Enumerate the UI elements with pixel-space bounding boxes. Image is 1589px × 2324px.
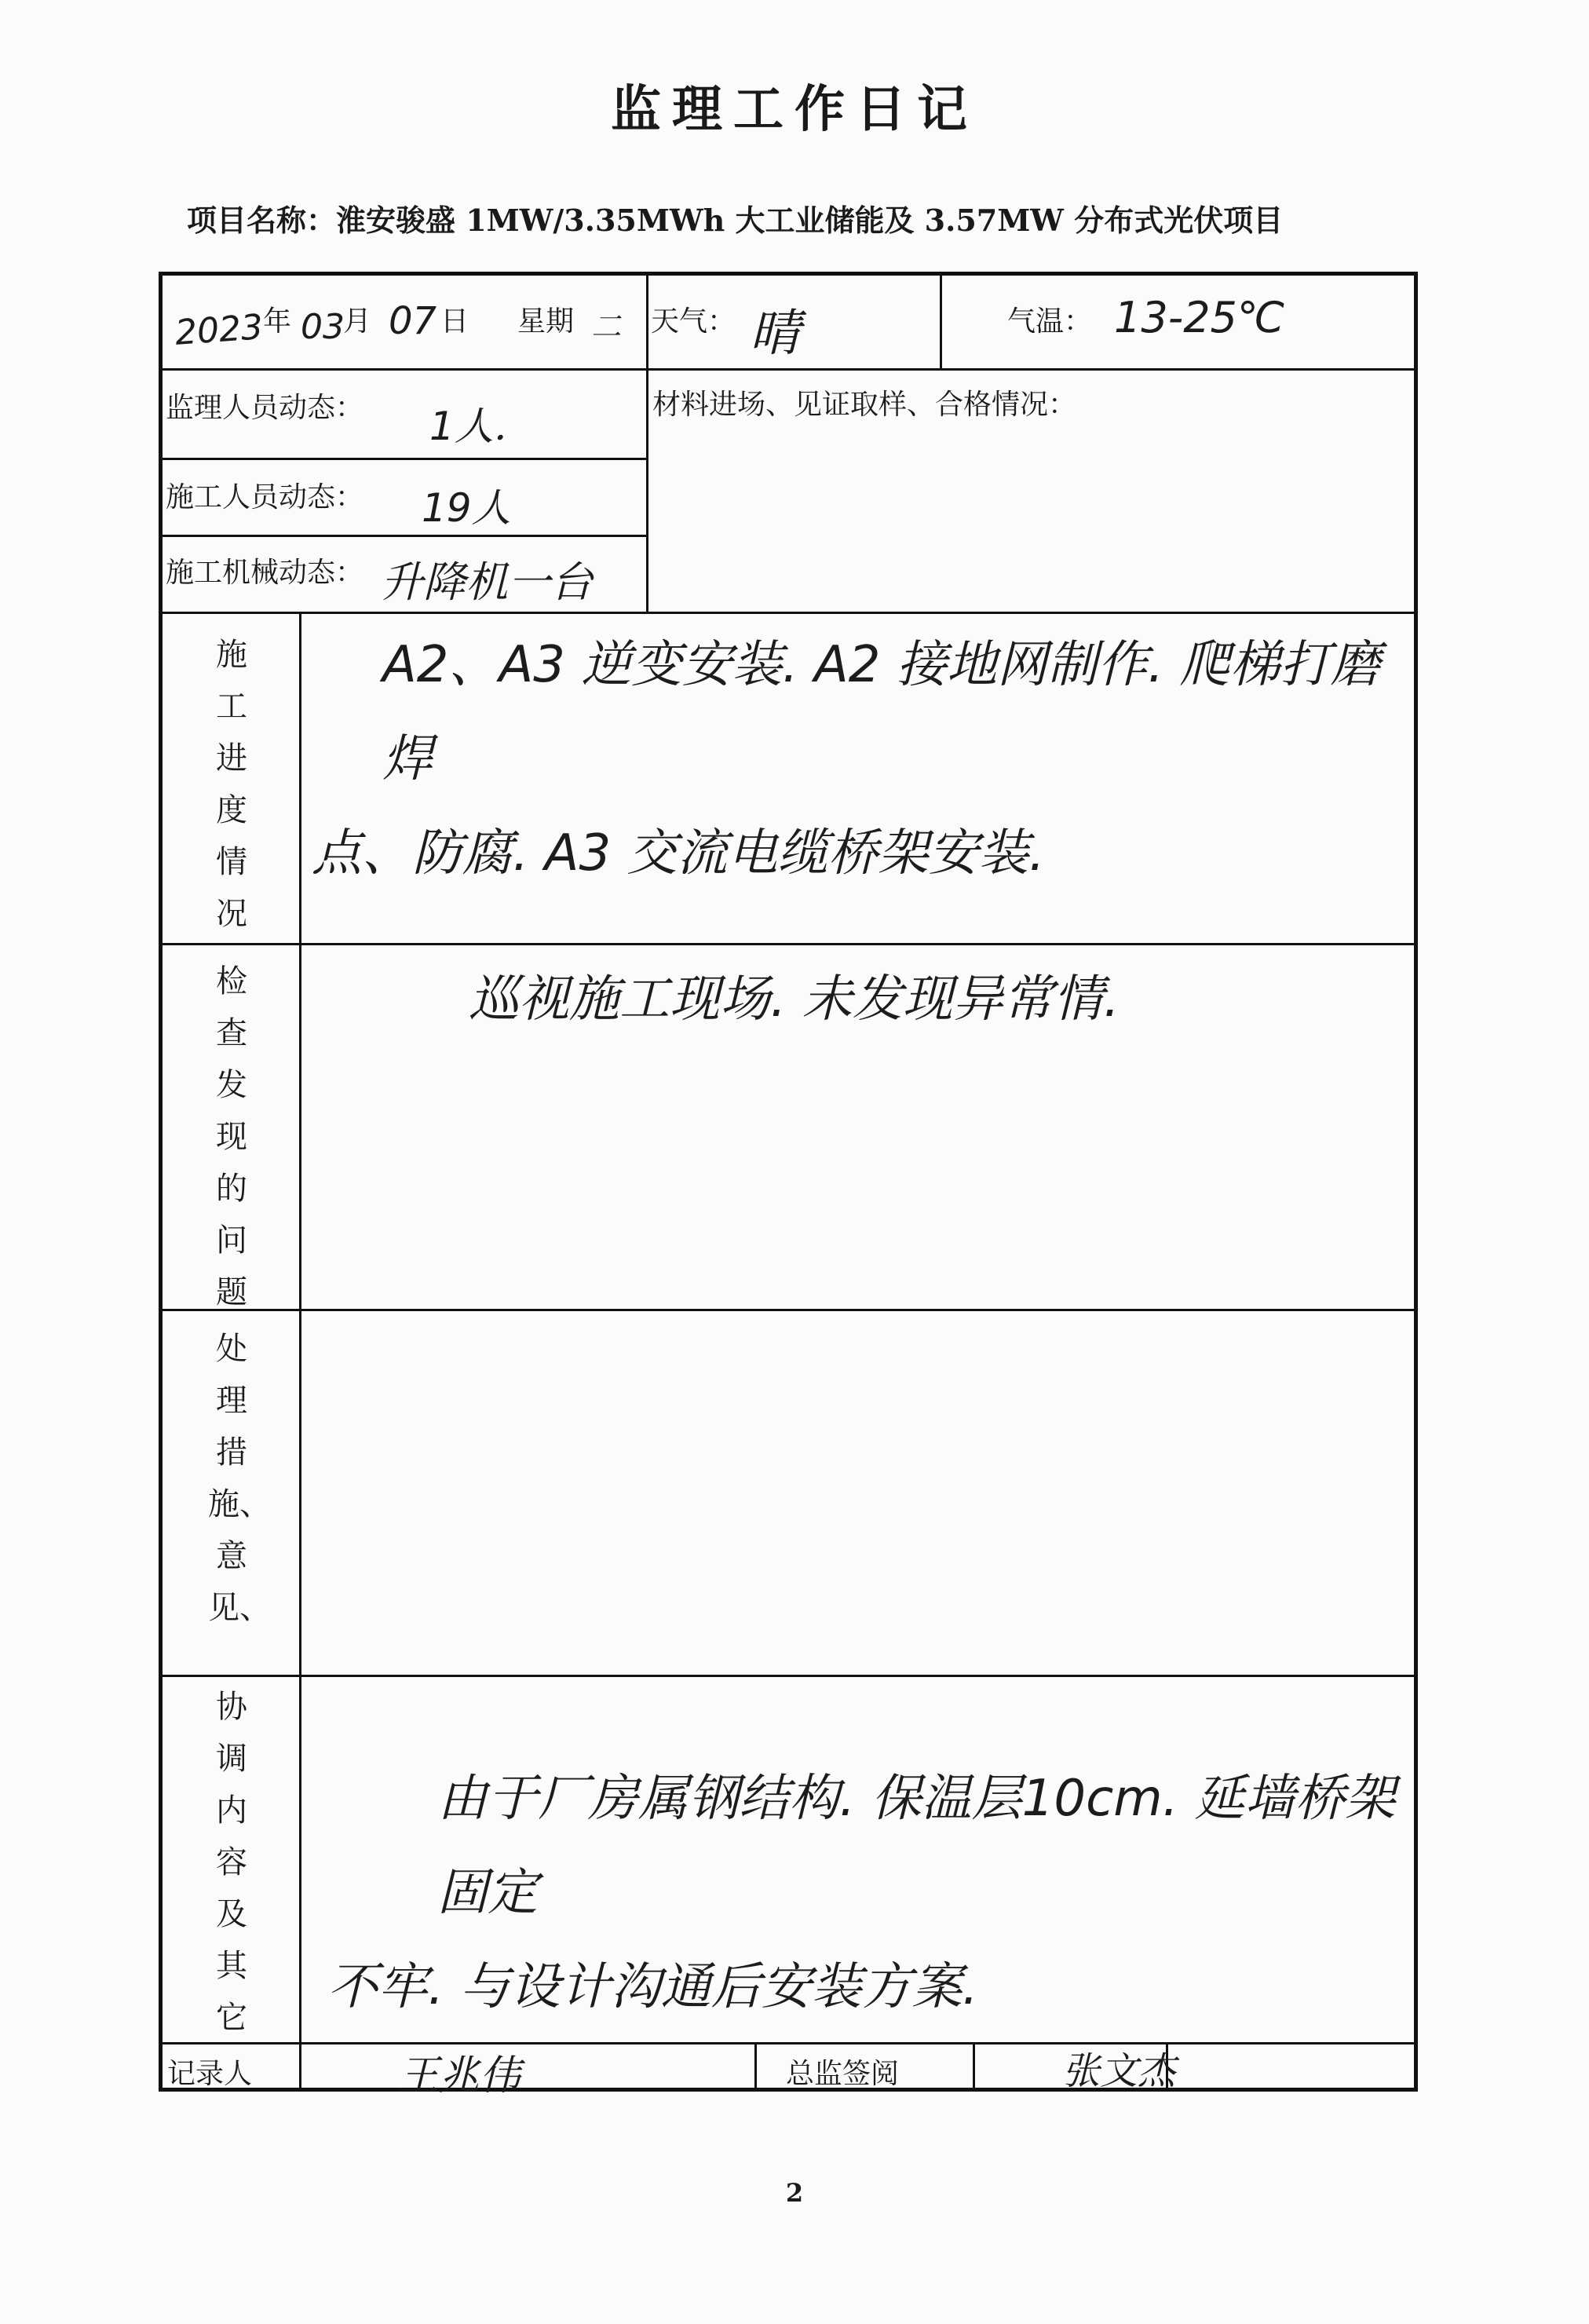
row-divider [163,943,1414,945]
weather-value: 晴 [750,305,800,363]
coordination-section-label: 协 调 内 容 及 其 它 [216,1689,247,2036]
month-label: 月 [343,305,372,338]
coordination-content: 由于厂房属钢结构. 保温层10cm. 延墙桥架固定 不牢. 与设计沟通后安装方案. [327,1770,1396,2016]
diary-table [159,272,1418,2099]
row-divider [163,612,1414,614]
weekday-label: 星期 [517,305,575,338]
supervisor-status-label: 监理人员动态： [166,392,364,424]
month-value: 03 [301,307,345,347]
worker-status-value: 19人 [422,485,511,531]
row-divider [163,2042,1414,2044]
measures-section-label: 处 理 措 施、 意 见、 [208,1331,271,1626]
temperature-value: 13-25℃ [1114,293,1285,342]
row-divider [163,1675,1414,1677]
supervisor-status-value: 1人． [429,404,533,449]
year-value: 2023 [174,307,265,353]
row-divider [163,535,646,537]
row-divider [163,368,1414,371]
column-divider [940,276,942,368]
day-label: 日 [440,305,469,338]
row-divider [163,1309,1414,1311]
column-divider [973,2042,975,2089]
machinery-status-value: 升降机一台 [381,557,593,607]
year-label: 年 [263,305,292,338]
issues-section-label: 检 查 发 现 的 问 题 [216,963,247,1310]
issues-content: 巡视施工现场. 未发现异常情. [469,970,1120,1029]
column-divider [646,276,648,612]
chief-signature: 张文杰 [1062,2049,1176,2093]
page-number: 2 [785,2178,804,2208]
column-divider [754,2042,757,2089]
progress-content: A2、A3 逆变安装. A2 接地网制作. 爬梯打磨焊 点、防腐. A3 交流电缆桥架安装. [312,636,1381,882]
column-divider [299,2042,301,2089]
machinery-status-label: 施工机械动态： [166,557,364,589]
document-title: 监理工作日记 [611,80,978,139]
day-value: 07 [389,299,437,343]
temperature-label: 气温： [1007,305,1093,338]
recorder-label: 记录人 [167,2058,253,2090]
project-label: 项目名称： [187,203,337,238]
project-name: 淮安骏盛 1MW/3.35MWh 大工业储能及 3.57MW 分布式光伏项目 [336,203,1284,238]
worker-status-label: 施工人员动态： [166,481,364,513]
progress-section-label: 施 工 进 度 情 况 [216,637,247,932]
column-divider [299,612,301,2042]
weekday-value: 二 [591,309,622,344]
recorder-signature: 王兆伟 [398,2052,521,2099]
row-divider [163,458,646,460]
chief-review-label: 总监签阅 [786,2058,900,2090]
materials-label: 材料进场、见证取样、合格情况： [652,389,1077,421]
project-line [187,196,1283,239]
weather-label: 天气： [651,305,736,338]
